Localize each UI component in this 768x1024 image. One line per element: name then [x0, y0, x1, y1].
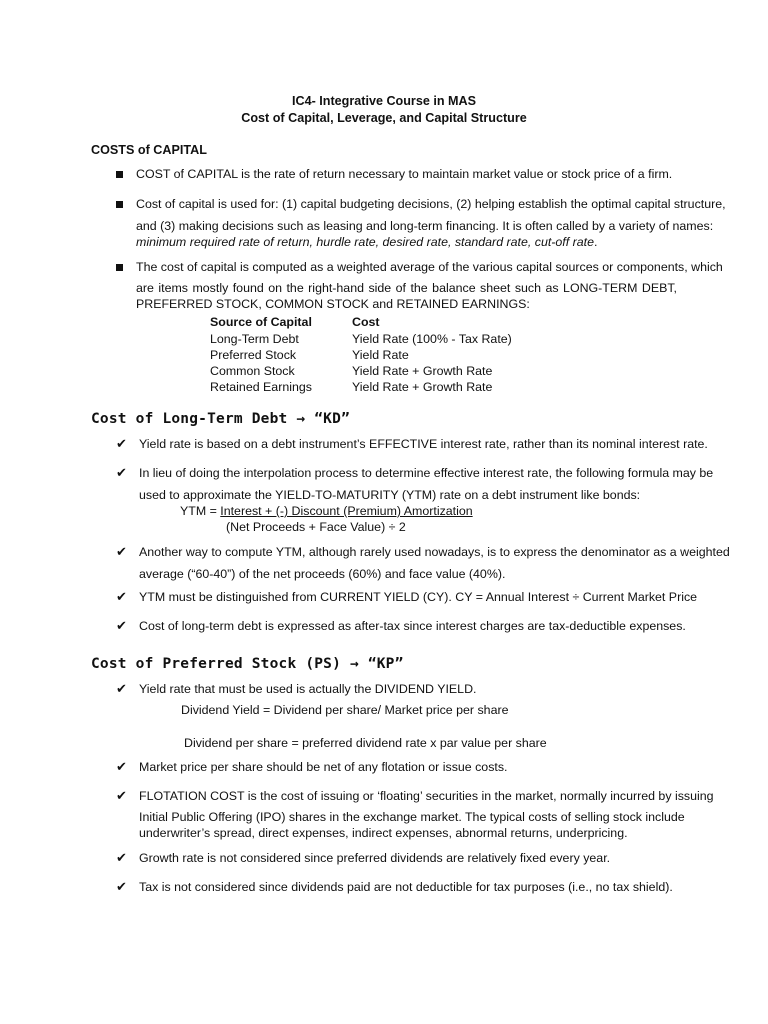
- ytm-formula: [180, 504, 473, 519]
- bullet-text: YTM must be distinguished from CURRENT YIELD (CY). CY = Annual Interest ÷ Current Market Price: [139, 590, 698, 604]
- check-mark-icon: ✔: [116, 682, 127, 697]
- bullet-text: Yield rate is based on a debt instrument’s EFFECTIVE interest rate, rather than its nominal interest rate.: [139, 437, 708, 451]
- check-mark-icon: ✔: [116, 880, 127, 895]
- document-title: IC4- Integrative Course in MAS: [291, 94, 477, 108]
- bullet-text: are items mostly found on the right-hand side of the balance sheet such as LONG-TERM DEBT,: [136, 281, 677, 295]
- check-mark-icon: ✔: [116, 590, 127, 605]
- table-cell: Long-Term Debt: [210, 332, 299, 346]
- table-cell: Retained Earnings: [210, 380, 312, 394]
- table-header: Cost: [352, 315, 380, 329]
- table-cell: Yield Rate (100% - Tax Rate): [352, 332, 512, 346]
- check-mark-icon: ✔: [116, 437, 127, 452]
- bullet-text: and (3) making decisions such as leasing and long-term financing. It is often called by a variety of names:: [136, 219, 714, 233]
- bullet-text: Tax is not considered since dividends paid are not deductible for tax purposes (i.e., no tax shield).: [139, 880, 673, 894]
- bullet-text: used to approximate the YIELD-TO-MATURITY (YTM) rate on a debt instrument like bonds:: [139, 488, 641, 502]
- dividend-per-share-formula: Dividend per share = preferred dividend rate x par value per share: [184, 736, 547, 750]
- ytm-denominator: (Net Proceeds + Face Value) ÷ 2: [226, 520, 406, 534]
- bullet-text: PREFERRED STOCK, COMMON STOCK and RETAINED EARNINGS:: [136, 297, 530, 311]
- bullet-text: Growth rate is not considered since preferred dividends are relatively fixed every year.: [139, 851, 611, 865]
- table-cell: Yield Rate: [352, 348, 409, 362]
- check-mark-icon: ✔: [116, 789, 127, 804]
- bullet-text: Another way to compute YTM, although rarely used nowadays, is to express the denominator as a weighted: [139, 545, 730, 559]
- bullet-text: Cost of long-term debt is expressed as after-tax since interest charges are tax-deductible expenses.: [139, 619, 686, 633]
- bullet-text: Initial Public Offering (IPO) shares in the exchange market. The typical costs of selling stock include: [139, 810, 685, 824]
- bullet-text: FLOTATION COST is the cost of issuing or ‘floating’ securities in the market, normally incurred by issuing: [139, 789, 714, 803]
- section-heading-kd: Cost of Long-Term Debt → “KD”: [91, 411, 350, 427]
- bullet-text: average (“60-40”) of the net proceeds (60%) and face value (40%).: [139, 567, 506, 581]
- bullet-text: In lieu of doing the interpolation process to determine effective interest rate, the following formula may be: [139, 466, 714, 480]
- ytm-numerator: Interest + (-) Discount (Premium) Amortization: [220, 504, 473, 518]
- check-mark-icon: ✔: [116, 851, 127, 866]
- square-bullet-icon: [116, 201, 123, 208]
- table-cell: Preferred Stock: [210, 348, 297, 362]
- bullet-text: COST of CAPITAL is the rate of return necessary to maintain market value or stock price of a firm.: [136, 167, 673, 181]
- section-heading-kp: Cost of Preferred Stock (PS) → “KP”: [91, 656, 404, 672]
- document-subtitle: Cost of Capital, Leverage, and Capital Structure: [241, 111, 527, 125]
- section-heading-costs-of-capital: COSTS of CAPITAL: [91, 143, 207, 157]
- ytm-label: YTM =: [180, 504, 221, 518]
- table-cell: Common Stock: [210, 364, 295, 378]
- check-mark-icon: ✔: [116, 545, 127, 560]
- bullet-text: Cost of capital is used for: (1) capital budgeting decisions, (2) helping establish the optimal capital structure,: [136, 197, 726, 211]
- table-cell: Yield Rate + Growth Rate: [352, 380, 493, 394]
- bullet-text: Yield rate that must be used is actually the DIVIDEND YIELD.: [139, 682, 477, 696]
- check-mark-icon: ✔: [116, 466, 127, 481]
- bullet-text: underwriter’s spread, direct expenses, indirect expenses, abnormal returns, underpricing.: [139, 826, 628, 840]
- square-bullet-icon: [116, 171, 123, 178]
- check-mark-icon: ✔: [116, 760, 127, 775]
- square-bullet-icon: [116, 264, 123, 271]
- table-header: Source of Capital: [210, 315, 312, 329]
- check-mark-icon: ✔: [116, 619, 127, 634]
- bullet-text: The cost of capital is computed as a weighted average of the various capital sources or components, which: [136, 260, 723, 274]
- dividend-yield-formula: Dividend Yield = Dividend per share/ Market price per share: [181, 703, 509, 717]
- bullet-text: minimum required rate of return, hurdle rate, desired rate, standard rate, cut-off rate.: [136, 235, 598, 249]
- table-cell: Yield Rate + Growth Rate: [352, 364, 493, 378]
- bullet-text: Market price per share should be net of any flotation or issue costs.: [139, 760, 508, 774]
